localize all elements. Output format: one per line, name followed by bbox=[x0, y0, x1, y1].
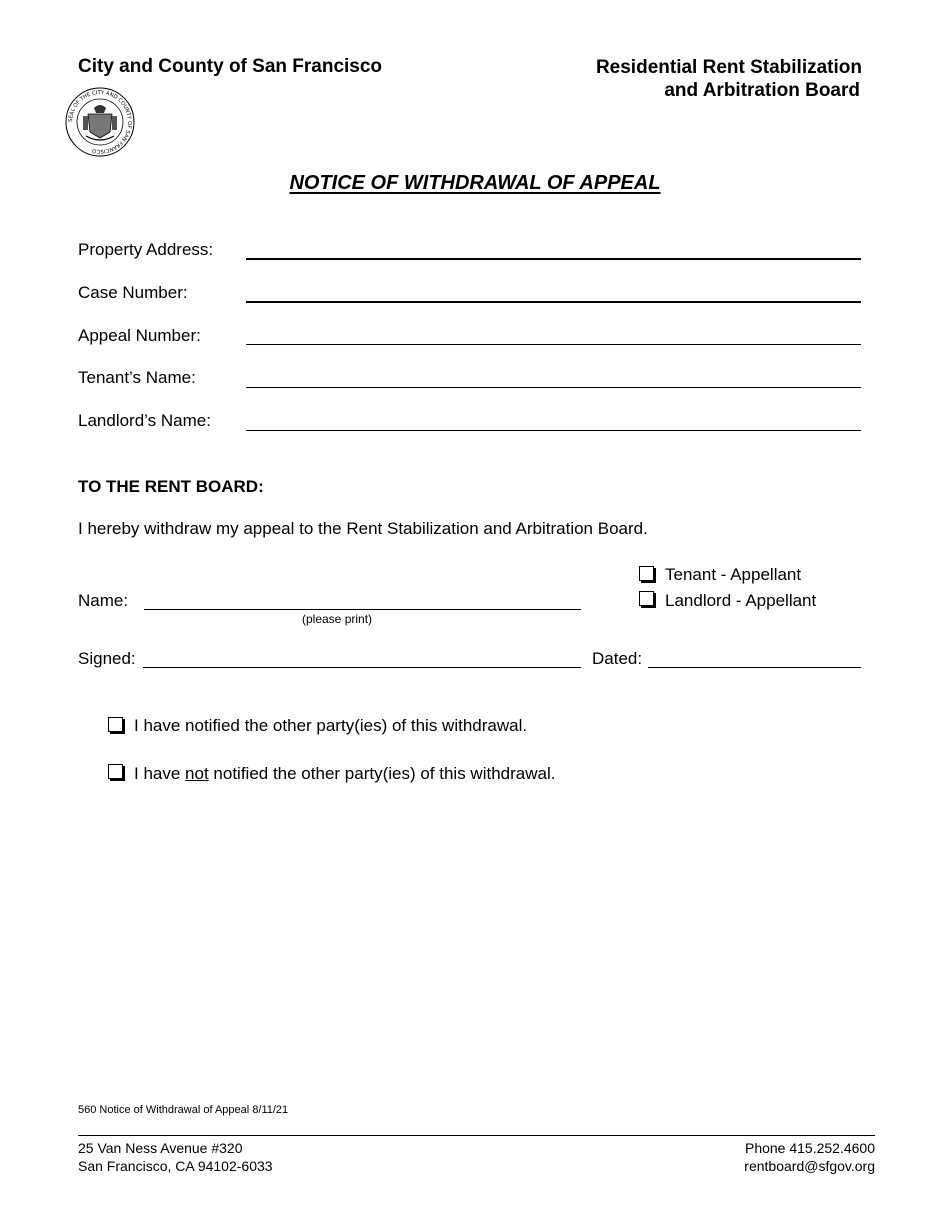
landlord-name-field[interactable] bbox=[246, 430, 861, 431]
landlord-appellant-checkbox[interactable] bbox=[639, 591, 654, 606]
name-hint: (please print) bbox=[302, 612, 373, 626]
withdrawal-statement: I hereby withdraw my appeal to the Rent Stabilization and Arbitration Board. bbox=[78, 519, 648, 538]
rent-board-heading-line2: and Arbitration Board bbox=[664, 80, 860, 101]
title-wrap bbox=[0, 172, 950, 195]
not-notified-prefix: I have bbox=[134, 764, 186, 783]
case-number-label: Case Number: bbox=[78, 283, 188, 302]
addressee-heading: TO THE RENT BOARD: bbox=[78, 477, 264, 496]
footer-phone: Phone 415.252.4600 bbox=[744, 1140, 875, 1156]
case-number-field[interactable] bbox=[246, 301, 861, 303]
footer-email[interactable]: rentboard@sfgov.org bbox=[744, 1158, 875, 1174]
not-notified-emphasis: not bbox=[185, 764, 209, 783]
landlord-name-label: Landlord’s Name: bbox=[78, 411, 211, 430]
appeal-number-field[interactable] bbox=[246, 344, 861, 345]
rent-board-heading-line1: Residential Rent Stabilization bbox=[595, 57, 862, 78]
notified-checkbox[interactable] bbox=[108, 717, 123, 732]
landlord-appellant-label: Landlord - Appellant bbox=[665, 591, 817, 610]
tenant-appellant-checkbox[interactable] bbox=[639, 566, 654, 581]
notified-label: I have notified the other party(ies) of this withdrawal. bbox=[134, 716, 528, 735]
name-field[interactable] bbox=[144, 609, 581, 610]
dated-label: Dated: bbox=[592, 649, 643, 668]
signed-label: Signed: bbox=[78, 649, 136, 668]
footer-address-line2: San Francisco, CA 94102-6033 bbox=[78, 1158, 273, 1174]
footer-address bbox=[78, 1139, 273, 1175]
property-address-label: Property Address: bbox=[78, 240, 214, 259]
rent-board-heading bbox=[596, 56, 862, 102]
property-address-field[interactable] bbox=[246, 258, 861, 260]
city-county-heading: City and County of San Francisco bbox=[78, 56, 383, 77]
city-seal-logo bbox=[64, 86, 136, 158]
seal-ring-text: SEAL OF THE CITY AND COUNTY OF SAN FRANCISCO bbox=[67, 89, 133, 155]
tenant-appellant-label: Tenant - Appellant bbox=[665, 565, 802, 584]
footer-divider bbox=[78, 1135, 875, 1136]
footer-address-line1: 25 Van Ness Avenue #320 bbox=[78, 1140, 243, 1156]
tenant-name-field[interactable] bbox=[246, 387, 861, 388]
name-label: Name: bbox=[78, 591, 129, 610]
appeal-number-label: Appeal Number: bbox=[78, 326, 201, 345]
not-notified-checkbox[interactable] bbox=[108, 764, 123, 779]
not-notified-suffix: notified the other party(ies) of this withdrawal. bbox=[208, 764, 556, 783]
date-field[interactable] bbox=[648, 667, 861, 668]
signature-field[interactable] bbox=[143, 667, 581, 668]
footer-contact bbox=[744, 1139, 875, 1175]
not-notified-label bbox=[134, 764, 555, 784]
form-identifier: 560 Notice of Withdrawal of Appeal 8/11/21 bbox=[78, 1104, 289, 1116]
page-title: NOTICE OF WITHDRAWAL OF APPEAL bbox=[289, 172, 661, 194]
tenant-name-label: Tenant’s Name: bbox=[78, 368, 196, 387]
